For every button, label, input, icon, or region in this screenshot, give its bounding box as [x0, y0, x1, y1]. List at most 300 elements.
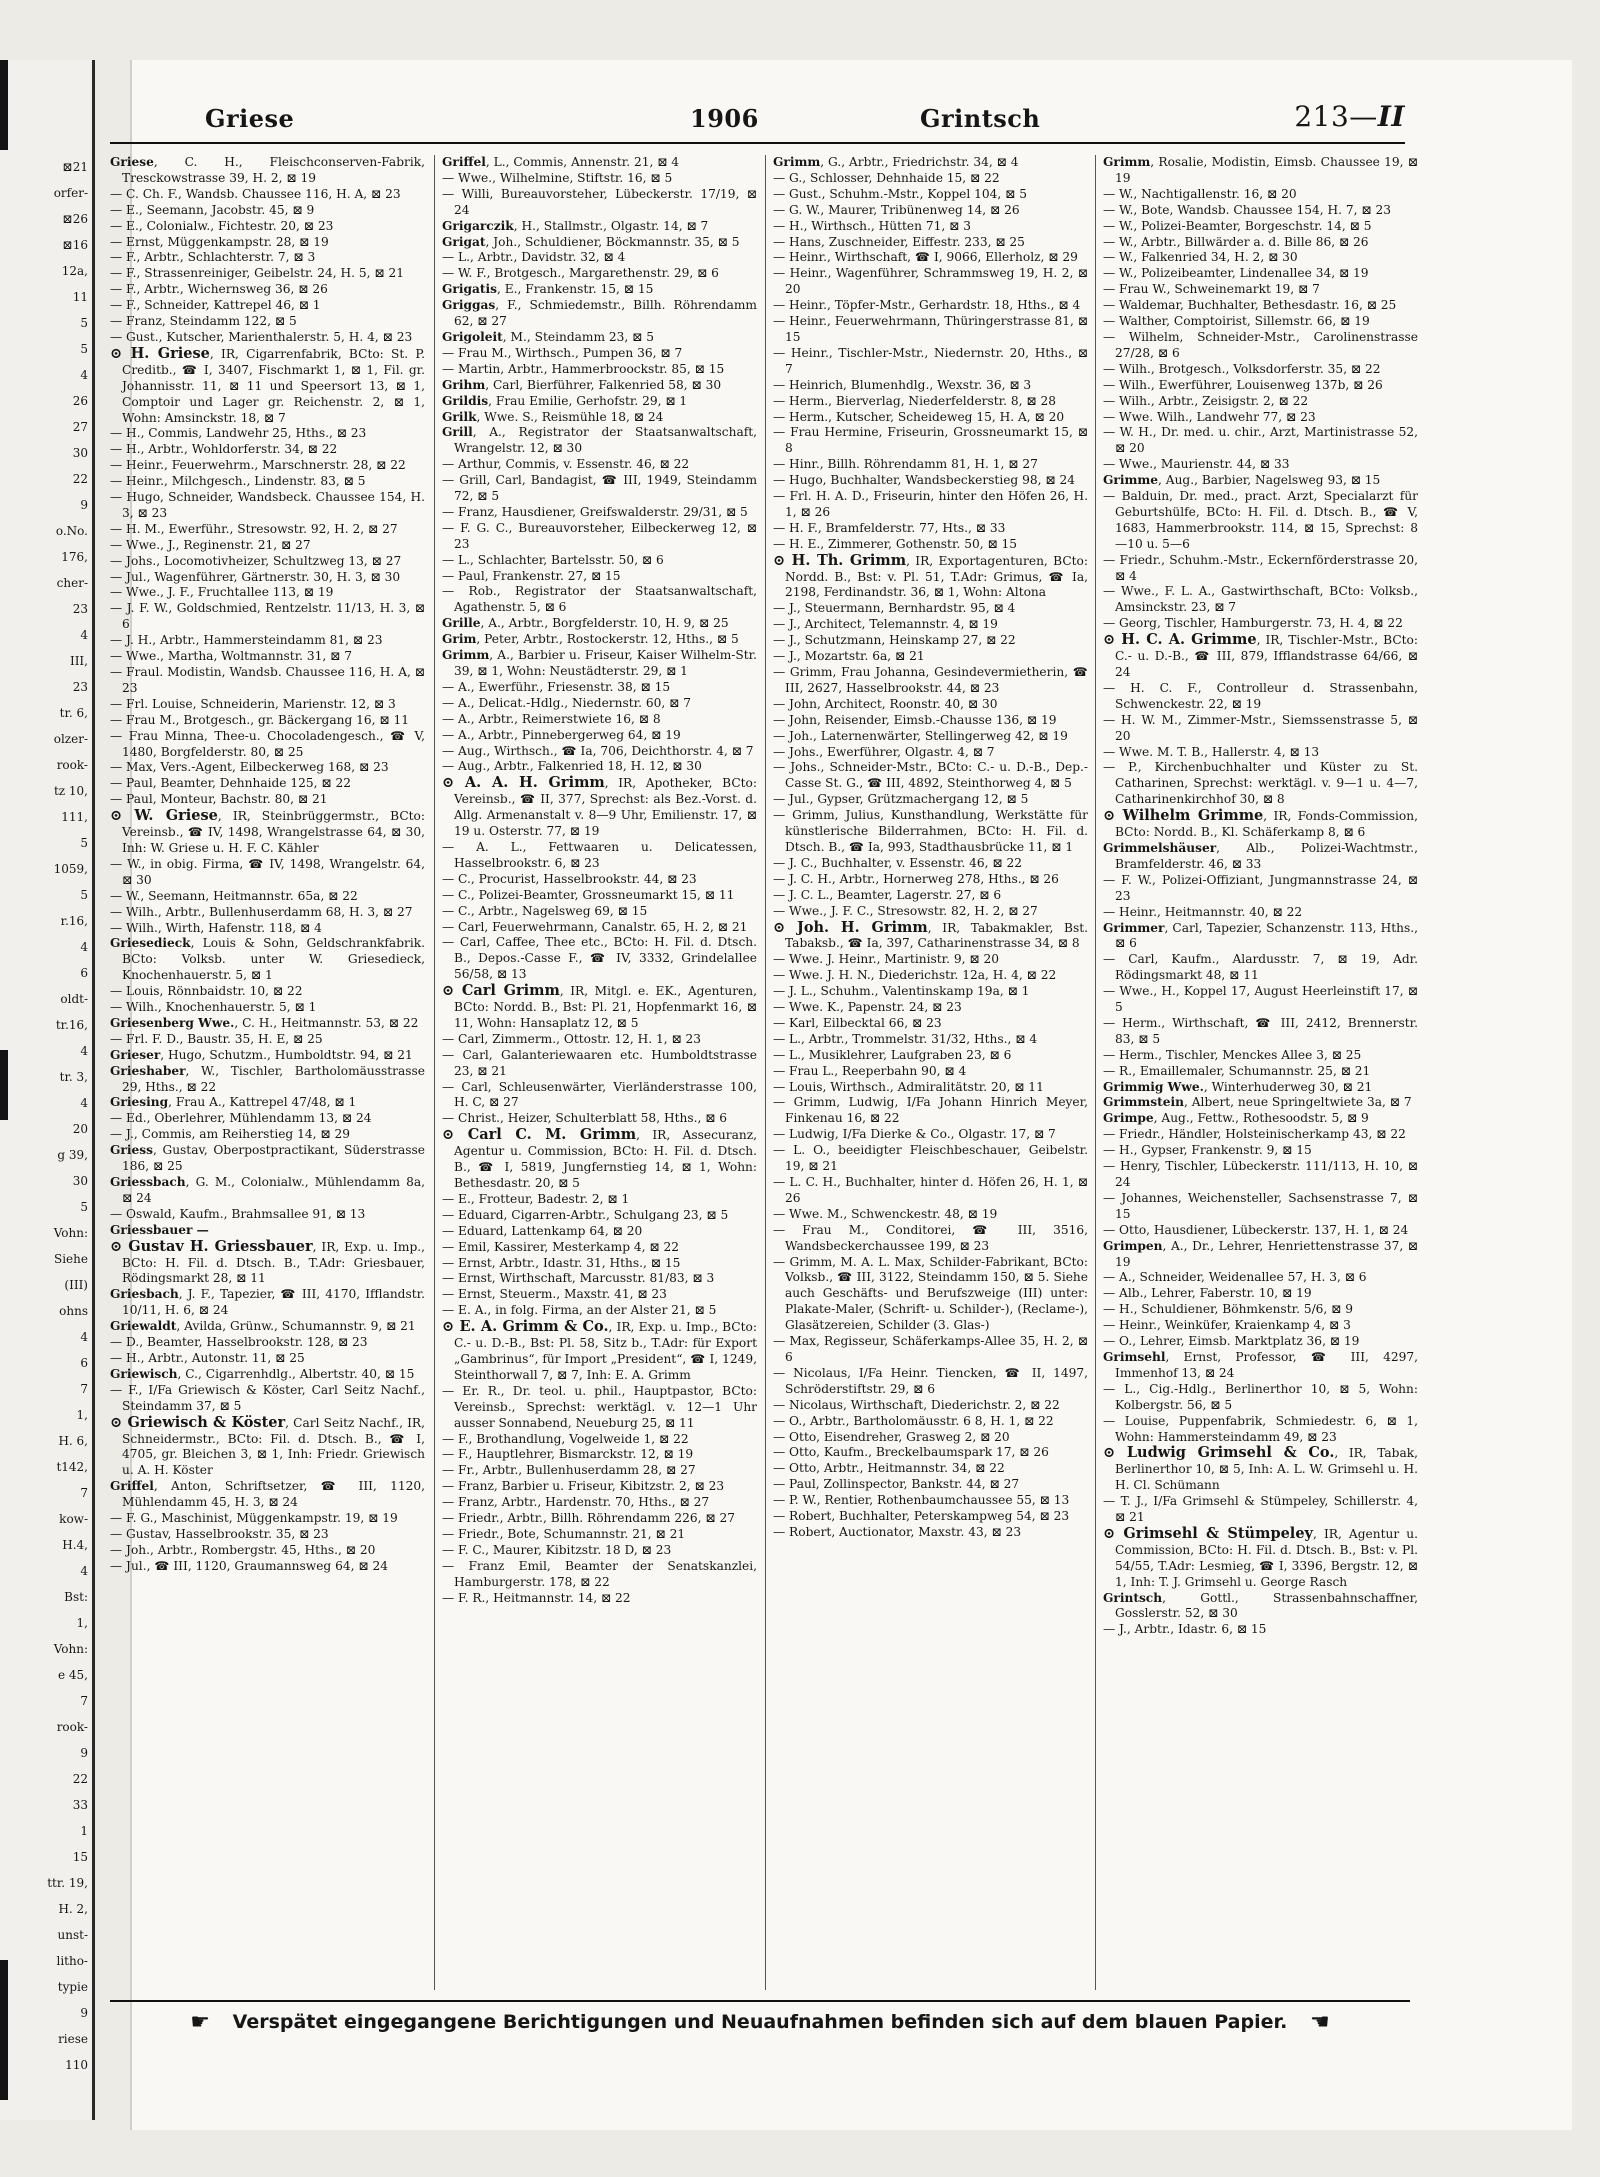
directory-entry: — A., Schneider, Weidenallee 57, H. 3, ⊠ 6 — [1103, 1270, 1367, 1285]
adjacent-page-fragment: 9 — [80, 1746, 88, 1760]
adjacent-page-fragment: 9 — [80, 498, 88, 512]
adjacent-page-fragment: 110 — [65, 2058, 88, 2072]
directory-entry: — Er. R., Dr. teol. u. phil., Hauptpastor, BCto: Vereinsb., Sprechst: werktägl. v. 12—1 Uhr ausser Sonnabend, Neueburg 25, ⊠ 11 — [442, 1383, 757, 1430]
directory-entry: — A. L., Fettwaaren u. Delicatessen, Hasselbrookstr. 6, ⊠ 23 — [442, 839, 757, 870]
directory-entry: — L., Schlachter, Bartelsstr. 50, ⊠ 6 — [442, 552, 664, 567]
directory-entry: — Friedr., Händler, Holsteinischerkamp 43, ⊠ 22 — [1103, 1127, 1406, 1142]
adjacent-page-fragment: olzer- — [53, 732, 88, 746]
directory-entry: — Wilh., Arbtr., Zeisigstr. 2, ⊠ 22 — [1103, 393, 1309, 408]
directory-entry: — Paul, Monteur, Bachstr. 80, ⊠ 21 — [110, 792, 328, 807]
directory-entry: — Frau M., Wirthsch., Pumpen 36, ⊠ 7 — [442, 345, 683, 360]
directory-entry: — C., Procurist, Hasselbrookstr. 44, ⊠ 23 — [442, 871, 697, 886]
directory-entry: — Heinr., Feuerwehrm., Marschnerstr. 28, ⊠ 22 — [110, 458, 406, 473]
directory-entry: — Ernst, Müggenkampstr. 28, ⊠ 19 — [110, 234, 329, 249]
directory-entry: — E., Colonialw., Fichtestr. 20, ⊠ 23 — [110, 218, 334, 233]
directory-entry: — Frau W., Schweinemarkt 19, ⊠ 7 — [1103, 282, 1320, 297]
directory-entry: — Wwe., F. L. A., Gastwirthschaft, BCto: Volksb., Amsinckstr. 23, ⊠ 7 — [1103, 584, 1418, 615]
adjacent-page-fragment: H.4, — [62, 1538, 88, 1552]
directory-entry: — Carl, Kaufm., Alardusstr. 7, ⊠ 19, Adr. Rödingsmarkt 48, ⊠ 11 — [1103, 952, 1418, 983]
directory-entry: — Aug., Wirthsch., ☎ Ia, 706, Deichthorstr. 4, ⊠ 7 — [442, 743, 754, 758]
directory-entry: — Robert, Buchhalter, Peterskampweg 54, ⊠ 23 — [773, 1509, 1070, 1524]
directory-entry: — Frau M., Conditorei, ☎ III, 3516, Wandsbeckerchaussee 199, ⊠ 23 — [773, 1222, 1088, 1253]
directory-entry: Grildis, Frau Emilie, Gerhofstr. 29, ⊠ 1 — [442, 393, 688, 408]
directory-entry: — J. F. W., Goldschmied, Rentzelstr. 11/13, H. 3, ⊠ 6 — [110, 601, 425, 632]
directory-entry: — L., Arbtr., Trommelstr. 31/32, Hths., ⊠ 4 — [773, 1031, 1038, 1046]
directory-entry: Grimpe, Aug., Fettw., Rothesoodstr. 5, ⊠ 9 — [1103, 1111, 1369, 1126]
directory-entry: — Frl. Louise, Schneiderin, Marienstr. 12, ⊠ 3 — [110, 696, 396, 711]
adjacent-page-fragment: 4 — [80, 940, 88, 954]
directory-entry: — Fraul. Modistin, Wandsb. Chaussee 116, H. A, ⊠ 23 — [110, 665, 425, 695]
adjacent-page-fragment: H. 2, — [58, 1902, 88, 1916]
directory-entry: — O., Arbtr., Bartholomäusstr. 6 8, H. 1, ⊠ 22 — [773, 1413, 1054, 1428]
directory-entry: — P. W., Rentier, Rothenbaumchaussee 55, ⊠ 13 — [773, 1493, 1070, 1508]
directory-entry: — Franz, Arbtr., Hardenstr. 70, Hths., ⊠ 27 — [442, 1495, 710, 1510]
directory-entry: — Herm., Wirthschaft, ☎ III, 2412, Brennerstr. 83, ⊠ 5 — [1103, 1015, 1418, 1046]
directory-entry: — Wwe., J. F., Fruchtallee 113, ⊠ 19 — [110, 585, 334, 600]
directory-entry: — Otto, Eisendreher, Grasweg 2, ⊠ 20 — [773, 1429, 1010, 1444]
directory-entry: — J., Steuermann, Bernhardstr. 95, ⊠ 4 — [773, 601, 1016, 616]
directory-entry: — Robert, Auctionator, Maxstr. 43, ⊠ 23 — [773, 1524, 1022, 1539]
directory-entry: Griggas, F., Schmiedemstr., Billh. Röhrendamm 62, ⊠ 27 — [442, 298, 757, 329]
directory-entry: ⊙ A. A. H. Grimm, IR, Apotheker, BCto: Vereinsb., ☎ II, 377, Sprechst: als Bez.-Vorst. d. Allg. Armenanstalt v. 8—9 Uhr, Emilienstr. 17, ⊠ 19 u. Osterstr. 77, ⊠ 19 — [442, 774, 757, 839]
directory-entry: ⊙ H. Griese, IR, Cigarrenfabrik, BCto: St. P. Creditb., ☎ I, 3407, Fischmarkt 1, ⊠ 1, Fil. gr. Johannisstr. 11, ⊠ 11 und Speersort 13, ⊠ 1, Comptoir und Lager gr. Reichenstr. 2, ⊠ 1, Wohn: Amsinckstr. 18, ⊠ 7 — [110, 344, 425, 425]
adjacent-page-fragment: 4 — [80, 628, 88, 642]
directory-entry: — Paul, Zollinspector, Bankstr. 44, ⊠ 27 — [773, 1477, 1020, 1492]
directory-entry: — Friedr., Schuhm.-Mstr., Eckernförderstrasse 20, ⊠ 4 — [1103, 552, 1418, 583]
directory-entry: Grigat, Joh., Schuldiener, Böckmannstr. 35, ⊠ 5 — [442, 234, 740, 249]
directory-entry: — W. H., Dr. med. u. chir., Arzt, Martinistrasse 52, ⊠ 20 — [1103, 425, 1418, 456]
directory-entry: — Aug., Arbtr., Falkenried 18, H. 12, ⊠ 30 — [442, 759, 702, 774]
directory-entry: — Frl. F. D., Baustr. 35, H. E, ⊠ 25 — [110, 1031, 323, 1046]
adjacent-page-fragment: 1, — [76, 1616, 88, 1630]
directory-entry: Grihm, Carl, Bierführer, Falkenried 58, ⊠ 30 — [442, 377, 722, 392]
adjacent-page-fragment: rook- — [56, 1720, 88, 1734]
directory-entry: — H. F., Bramfelderstr. 77, Hts., ⊠ 33 — [773, 520, 1006, 535]
directory-entry: — J., Arbtr., Idastr. 6, ⊠ 15 — [1103, 1622, 1267, 1637]
directory-entry: Grimmig Wwe., Winterhuderweg 30, ⊠ 21 — [1103, 1079, 1373, 1094]
directory-entry: — A., Arbtr., Reimerstwiete 16, ⊠ 8 — [442, 711, 661, 726]
directory-entry: — W., Polizei-Beamter, Borgeschstr. 14, ⊠ 5 — [1103, 218, 1372, 233]
directory-entry: — Balduin, Dr. med., pract. Arzt, Specialarzt für Geburtshülfe, BCto: H. Fil. d. Dtsch. B., ☎ V, 1683, Hammerbrookstr. 114, ⊠ 15, Sprechst: 8—10 u. 5—6 — [1103, 489, 1418, 551]
directory-entry: ⊙ Grimsehl & Stümpeley, IR, Agentur u. Commission, BCto: H. Fil. d. Dtsch. B., Bst: v. Pl. 54/55, T.Adr: Lesmieg, ☎ I, 3396, Bergstr. 12, ⊠ 1, Inh: T. J. Grimsehl u. George Rasch — [1103, 1524, 1418, 1589]
adjacent-page-fragment: 22 — [72, 1772, 88, 1786]
adjacent-page-fragment: 6 — [80, 1356, 88, 1370]
directory-entry: — Louis, Rönnbaidstr. 10, ⊠ 22 — [110, 984, 303, 999]
directory-entry: — Louise, Puppenfabrik, Schmiedestr. 6, ⊠ 1, Wohn: Hammersteindamm 49, ⊠ 23 — [1103, 1413, 1418, 1444]
directory-entry: — C., Polizei-Beamter, Grossneumarkt 15, ⊠ 11 — [442, 887, 735, 902]
adjacent-page-fragment: 4 — [80, 1044, 88, 1058]
directory-entry: — J., Commis, am Reiherstieg 14, ⊠ 29 — [110, 1127, 350, 1142]
directory-entry: — Max, Regisseur, Schäferkamps-Allee 35, H. 2, ⊠ 6 — [773, 1334, 1088, 1364]
page-header — [110, 100, 1405, 144]
directory-entry: Grigoleit, M., Steindamm 23, ⊠ 5 — [442, 329, 654, 344]
directory-entry: — Alb., Lehrer, Faberstr. 10, ⊠ 19 — [1103, 1286, 1312, 1301]
directory-entry: — W., Arbtr., Billwärder a. d. Bille 86, ⊠ 26 — [1103, 234, 1369, 249]
directory-entry: — Nicolaus, Wirthschaft, Diederichstr. 2, ⊠ 22 — [773, 1397, 1060, 1412]
directory-entry: — Carl, Zimmerm., Ottostr. 12, H. 1, ⊠ 23 — [442, 1031, 702, 1046]
directory-entry: — O., Lehrer, Eimsb. Marktplatz 36, ⊠ 19 — [1103, 1334, 1360, 1349]
directory-entry: — H., Gypser, Frankenstr. 9, ⊠ 15 — [1103, 1143, 1312, 1158]
directory-entry: — Wwe. M. T. B., Hallerstr. 4, ⊠ 13 — [1103, 744, 1320, 759]
header-first-entry: Griese — [205, 104, 295, 133]
directory-entry: — Wwe. Wilh., Landwehr 77, ⊠ 23 — [1103, 409, 1316, 424]
directory-entry: — W., Seemann, Heitmannstr. 65a, ⊠ 22 — [110, 888, 358, 903]
directory-entry: — W., Falkenried 34, H. 2, ⊠ 30 — [1103, 250, 1298, 265]
directory-entry: — Wilh., Ewerführer, Louisenweg 137b, ⊠ 26 — [1103, 377, 1383, 392]
directory-entry: ⊙ W. Griese, IR, Steinbrüggermstr., BCto: Vereinsb., ☎ IV, 1498, Wrangelstrasse 64, ⊠ 30, Inh: W. Griese u. H. F. C. Kähler — [110, 807, 425, 855]
directory-entry: — W., Bote, Wandsb. Chaussee 154, H. 7, ⊠ 23 — [1103, 202, 1391, 217]
directory-entry: — Johs., Locomotivheizer, Schultzweg 13, ⊠ 27 — [110, 553, 402, 568]
adjacent-page-fragment: 1 — [80, 1824, 88, 1838]
directory-entry: — Ernst, Wirthschaft, Marcusstr. 81/83, ⊠ 3 — [442, 1271, 715, 1286]
adjacent-page-fragment: e 45, — [58, 1668, 88, 1682]
directory-entry: — F., Schneider, Kattrepel 46, ⊠ 1 — [110, 298, 321, 313]
directory-entry: — Eduard, Lattenkamp 64, ⊠ 20 — [442, 1223, 643, 1238]
directory-entry: ⊙ E. A. Grimm & Co., IR, Exp. u. Imp., BCto: C.- u. D.-B., Bst: Pl. 58, Sitz b., T.Adr: für Export „Gambrinus“, für Import „President“, ☎ I, 1249, Steinthorwall 7, ⊠ 7, Inh: E. A. Grimm — [442, 1318, 757, 1382]
directory-entry: — P., Kirchenbuchhalter und Küster zu St. Catharinen, Sprechst: werktägl. v. 9—1 u. 4—7, Catharinenkirchhof 30, ⊠ 8 — [1103, 760, 1418, 807]
adjacent-page-fragment: litho- — [56, 1954, 88, 1968]
directory-entry: Griese, C. H., Fleischconserven-Fabrik, Tresckowstrasse 39, H. 2, ⊠ 19 — [110, 155, 425, 185]
directory-entry: — Heinr., Feuerwehrmann, Thüringerstrasse 81, ⊠ 15 — [773, 314, 1088, 344]
directory-entry: — Emil, Kassirer, Mesterkamp 4, ⊠ 22 — [442, 1239, 679, 1254]
directory-entry: Griesedieck, Louis & Sohn, Geldschrankfabrik. BCto: Volksb. unter W. Griesedieck, Knochenhauerstr. 5, ⊠ 1 — [110, 936, 425, 983]
directory-entry: Grimm, Rosalie, Modistin, Eimsb. Chaussee 19, ⊠ 19 — [1103, 155, 1418, 185]
directory-entry: ⊙ Carl Grimm, IR, Mitgl. e. EK., Agenturen, BCto: Nordd. B., Bst: Pl. 21, Hopfenmarkt 16, ⊠ 11, Wohn: Hansaplatz 12, ⊠ 5 — [442, 982, 757, 1030]
adjacent-page-fragment: typie — [57, 1980, 88, 1994]
adjacent-page-fragment: 1059, — [53, 862, 88, 876]
directory-entry: — Ed., Oberlehrer, Mühlendamm 13, ⊠ 24 — [110, 1111, 372, 1126]
directory-entry: — Ernst, Arbtr., Idastr. 31, Hths., ⊠ 15 — [442, 1255, 681, 1270]
directory-entry: Grim, Peter, Arbtr., Rostockerstr. 12, Hths., ⊠ 5 — [442, 632, 739, 647]
directory-entry: — Martin, Arbtr., Hammerbroockstr. 85, ⊠ 15 — [442, 361, 725, 376]
directory-entry: — J. C. L., Beamter, Lagerstr. 27, ⊠ 6 — [773, 887, 1002, 902]
directory-entry: — W. F., Brotgesch., Margarethenstr. 29, ⊠ 6 — [442, 266, 719, 281]
directory-entry: — D., Beamter, Hasselbrookstr. 128, ⊠ 23 — [110, 1335, 368, 1350]
directory-entry: ⊙ Gustav H. Griessbauer, IR, Exp. u. Imp., BCto: H. Fil. d. Dtsch. B., T.Adr: Griesbauer, Rödingsmarkt 28, ⊠ 11 — [110, 1237, 425, 1286]
directory-column-4 — [1103, 155, 1418, 1990]
directory-entry: — W., in obig. Firma, ☎ IV, 1498, Wrangelstr. 64, ⊠ 30 — [110, 856, 425, 887]
directory-entry: — Oswald, Kaufm., Brahmsallee 91, ⊠ 13 — [110, 1206, 366, 1221]
directory-entry: — Georg, Tischler, Hamburgerstr. 73, H. 4, ⊠ 22 — [1103, 616, 1403, 631]
adjacent-page-fragment: 7 — [80, 1382, 88, 1396]
page-edge-bar — [0, 60, 8, 150]
adjacent-page-fragment: 4 — [80, 1096, 88, 1110]
directory-entry: — Heinr., Wirthschaft, ☎ I, 9066, Ellerholz, ⊠ 29 — [773, 250, 1078, 265]
directory-entry: — Hugo, Schneider, Wandsbeck. Chaussee 154, H. 3, ⊠ 23 — [110, 490, 425, 520]
directory-entry: — Friedr., Bote, Schumannstr. 21, ⊠ 21 — [442, 1526, 686, 1541]
directory-entry: — Otto, Arbtr., Heitmannstr. 34, ⊠ 22 — [773, 1461, 1005, 1476]
directory-entry: — Franz, Steindamm 122, ⊠ 5 — [110, 314, 297, 329]
adjacent-page-fragment: tr. 3, — [59, 1070, 88, 1084]
adjacent-page-fragment: Bst: — [64, 1590, 88, 1604]
page-footer-notice — [110, 2000, 1410, 2042]
adjacent-page-fragment: 7 — [80, 1486, 88, 1500]
directory-entry: Grimme, Aug., Barbier, Nagelsweg 93, ⊠ 15 — [1103, 473, 1381, 488]
directory-entry: — J., Architect, Telemannstr. 4, ⊠ 19 — [773, 617, 998, 632]
directory-entry: — Wwe., Martha, Woltmannstr. 31, ⊠ 7 — [110, 649, 353, 664]
directory-entry: Griesbach, J. F., Tapezier, ☎ III, 4170, Ifflandstr. 10/11, H. 6, ⊠ 24 — [110, 1287, 425, 1318]
directory-entry: Griesenberg Wwe., C. H., Heitmannstr. 53, ⊠ 22 — [110, 1015, 419, 1030]
directory-entry: — Grimm, Ludwig, I/Fa Johann Hinrich Meyer, Finkenau 16, ⊠ 22 — [773, 1095, 1088, 1126]
adjacent-page-fragment: kow- — [59, 1512, 88, 1526]
directory-entry: — Wilh., Knochenhauerstr. 5, ⊠ 1 — [110, 1000, 317, 1015]
directory-entry: Grilk, Wwe. S., Reismühle 18, ⊠ 24 — [442, 409, 664, 424]
header-last-entry: Grintsch — [920, 104, 1041, 133]
directory-entry: — F., Strassenreiniger, Geibelstr. 24, H. 5, ⊠ 21 — [110, 266, 404, 281]
directory-entry: — Jul., Gypser, Grützmachergang 12, ⊠ 5 — [773, 792, 1029, 807]
directory-entry: — Heinr., Heitmannstr. 40, ⊠ 22 — [1103, 904, 1303, 919]
directory-entry: — Hugo, Buchhalter, Wandsbeckerstieg 98, ⊠ 24 — [773, 473, 1075, 488]
directory-entry: — H. E., Zimmerer, Gothenstr. 50, ⊠ 15 — [773, 536, 1018, 551]
adjacent-page-fragment: ttr. 19, — [47, 1876, 88, 1890]
directory-entry: Grimmstein, Albert, neue Springeltwiete 3a, ⊠ 7 — [1103, 1095, 1412, 1110]
adjacent-page-fragment: 22 — [72, 472, 88, 486]
directory-entry: — Franz Emil, Beamter der Senatskanzlei, Hamburgerstr. 178, ⊠ 22 — [442, 1558, 757, 1589]
directory-entry: — Wilhelm, Schneider-Mstr., Carolinenstrasse 27/28, ⊠ 6 — [1103, 329, 1418, 360]
pointing-hand-icon: ☚ — [1309, 2009, 1330, 2035]
directory-entry: Griewisch, C., Cigarrenhdlg., Albertstr. 40, ⊠ 15 — [110, 1366, 415, 1381]
directory-entry: ⊙ Griewisch & Köster, Carl Seitz Nachf., IR, Schneidermstr., BCto: Fil. d. Dtsch. B., ☎ I, 4705, gr. Bleichen 3, ⊠ 1, Inh: Friedr. Griewisch u. A. H. Köster — [110, 1413, 425, 1478]
adjacent-page-fragment: ⊠21 — [62, 160, 88, 174]
directory-entry: — C. Ch. F., Wandsb. Chaussee 116, H. A, ⊠ 23 — [110, 186, 401, 201]
directory-entry: — F. W., Polizei-Offiziant, Jungmannstrasse 24, ⊠ 23 — [1103, 872, 1418, 903]
directory-entry: — H., Arbtr., Wohldorferstr. 34, ⊠ 22 — [110, 442, 338, 457]
header-year: 1906 — [690, 104, 759, 133]
directory-entry: — F., Arbtr., Schlachterstr. 7, ⊠ 3 — [110, 250, 316, 265]
directory-entry: — Carl, Galanteriewaaren etc. Humboldtstrasse 23, ⊠ 21 — [442, 1047, 757, 1078]
adjacent-page-fragment: 1, — [76, 1408, 88, 1422]
directory-entry: — Ludwig, I/Fa Dierke & Co., Olgastr. 17, ⊠ 7 — [773, 1127, 1056, 1142]
adjacent-page-fragment: 26 — [72, 394, 88, 408]
directory-entry: — F. G., Maschinist, Müggenkampstr. 19, ⊠ 19 — [110, 1511, 398, 1526]
directory-entry: — Otto, Kaufm., Breckelbaumspark 17, ⊠ 26 — [773, 1445, 1049, 1460]
adjacent-page-fragment: H. 6, — [58, 1434, 88, 1448]
directory-entry: Grimsehl, Ernst, Professor, ☎ III, 4297, Immenhof 13, ⊠ 24 — [1103, 1349, 1418, 1380]
directory-entry: — F., Arbtr., Wichernsweg 36, ⊠ 26 — [110, 282, 328, 297]
directory-entry: Grigarczik, H., Stallmstr., Olgastr. 14, ⊠ 7 — [442, 218, 709, 233]
directory-entry: — Walther, Comptoirist, Sillemstr. 66, ⊠ 19 — [1103, 314, 1370, 329]
directory-entry: — L. C. H., Buchhalter, hinter d. Höfen 26, H. 1, ⊠ 26 — [773, 1175, 1088, 1205]
directory-entry: — H., Wirthsch., Hütten 71, ⊠ 3 — [773, 218, 971, 233]
directory-entry: — Wwe., J., Reginenstr. 21, ⊠ 27 — [110, 537, 311, 552]
adjacent-page-fragment: 12a, — [61, 264, 88, 278]
directory-entry: — Heinr., Weinküfer, Kraienkamp 4, ⊠ 3 — [1103, 1318, 1351, 1333]
adjacent-page-fragment: ⊠26 — [62, 212, 88, 226]
directory-entry: — Heinr., Milchgesch., Lindenstr. 83, ⊠ 5 — [110, 474, 366, 489]
directory-entry: — E., Seemann, Jacobstr. 45, ⊠ 9 — [110, 202, 315, 217]
adjacent-page-fragment: 27 — [72, 420, 88, 434]
adjacent-page-fragment: tz 10, — [53, 784, 88, 798]
directory-entry: ⊙ Wilhelm Grimme, IR, Fonds-Commission, BCto: Nordd. B., Kl. Schäferkamp 8, ⊠ 6 — [1103, 807, 1418, 840]
directory-entry: — John, Architect, Roonstr. 40, ⊠ 30 — [773, 696, 998, 711]
directory-entry: — F. C., Maurer, Kibitzstr. 18 D, ⊠ 23 — [442, 1542, 672, 1557]
directory-entry: — Wwe., J. F. C., Stresowstr. 82, H. 2, ⊠ 27 — [773, 903, 1038, 918]
directory-entry: — Heinr., Tischler-Mstr., Niedernstr. 20, Hths., ⊠ 7 — [773, 345, 1088, 376]
directory-column-3 — [773, 155, 1088, 1990]
directory-entry: — T. J., I/Fa Grimsehl & Stümpeley, Schillerstr. 4, ⊠ 21 — [1103, 1494, 1418, 1525]
directory-entry: — Jul., Wagenführer, Gärtnerstr. 30, H. 3, ⊠ 30 — [110, 569, 401, 584]
adjacent-page-fragment: 33 — [72, 1798, 88, 1812]
directory-entry: — Joh., Arbtr., Rombergstr. 45, Hths., ⊠ 20 — [110, 1542, 376, 1557]
directory-entry: — H. W. M., Zimmer-Mstr., Siemssenstrasse 5, ⊠ 20 — [1103, 712, 1418, 743]
adjacent-page-fragment: 5 — [80, 1200, 88, 1214]
directory-column-2 — [442, 155, 757, 1990]
adjacent-page-fragment: t142, — [56, 1460, 88, 1474]
page-number: 213— — [1294, 100, 1378, 133]
directory-entry: — Johannes, Weichensteller, Sachsenstrasse 7, ⊠ 15 — [1103, 1190, 1418, 1221]
directory-entry: — Franz, Hausdiener, Greifswalderstr. 29/31, ⊠ 5 — [442, 504, 748, 519]
directory-entry: — Otto, Hausdiener, Lübeckerstr. 137, H. 1, ⊠ 24 — [1103, 1222, 1409, 1237]
directory-entry: — Herm., Kutscher, Scheideweg 15, H. A, ⊠ 20 — [773, 409, 1065, 424]
directory-entry: — Gustav, Hasselbrookstr. 35, ⊠ 23 — [110, 1526, 329, 1541]
directory-entry: — Frau M., Brotgesch., gr. Bäckergang 16, ⊠ 11 — [110, 712, 409, 727]
adjacent-page-fragment: 4 — [80, 1330, 88, 1344]
directory-entry: — Wwe., H., Koppel 17, August Heerleinstift 17, ⊠ 5 — [1103, 984, 1418, 1015]
directory-entry: — Carl, Caffee, Thee etc., BCto: H. Fil. d. Dtsch. B., Depos.-Casse F., ☎ IV, 3332, Grindelallee 56/58, ⊠ 13 — [442, 935, 757, 982]
directory-entry: — Frau Minna, Thee-u. Chocoladengesch., ☎ V, 1480, Borgfelderstr. 80, ⊠ 25 — [110, 728, 425, 759]
directory-entry: — F., I/Fa Griewisch & Köster, Carl Seitz Nachf., Steindamm 37, ⊠ 5 — [110, 1382, 425, 1413]
directory-entry: — W., Nachtigallenstr. 16, ⊠ 20 — [1103, 186, 1297, 201]
directory-entry: — Wwe., Maurienstr. 44, ⊠ 33 — [1103, 457, 1290, 472]
page-edge-bar — [0, 1050, 8, 1120]
directory-entry: — Arthur, Commis, v. Essenstr. 46, ⊠ 22 — [442, 457, 690, 472]
directory-entry: — Herm., Tischler, Menckes Allee 3, ⊠ 25 — [1103, 1047, 1362, 1062]
directory-entry: — Fr., Arbtr., Bullenhuserdamm 28, ⊠ 27 — [442, 1463, 696, 1478]
adjacent-page-fragment: 23 — [72, 680, 88, 694]
page-part: II — [1377, 100, 1405, 133]
adjacent-page-fragment: Vohn: — [53, 1226, 88, 1240]
directory-column-1 — [110, 155, 425, 1990]
directory-entry: — Wwe. J. Heinr., Martinistr. 9, ⊠ 20 — [773, 952, 999, 967]
adjacent-page-fragment: Vohn: — [53, 1642, 88, 1656]
directory-entry: Griessbauer — — [110, 1222, 209, 1237]
directory-entry: — E. A., in folg. Firma, an der Alster 21, ⊠ 5 — [442, 1303, 717, 1318]
directory-entry: Griewaldt, Avilda, Grünw., Schumannstr. 9, ⊠ 21 — [110, 1319, 416, 1334]
directory-entry: — Wwe. K., Papenstr. 24, ⊠ 23 — [773, 1000, 962, 1015]
directory-entry: Grimm, A., Barbier u. Friseur, Kaiser Wilhelm-Str. 39, ⊠ 1, Wohn: Neustädterstr. 29, ⊠ 1 — [442, 648, 757, 678]
adjacent-page-fragment: unst- — [57, 1928, 88, 1942]
directory-entry: — A., Arbtr., Pinnebergerweg 64, ⊠ 19 — [442, 727, 681, 742]
adjacent-page-fragment: rook- — [56, 758, 88, 772]
directory-entry: Grieser, Hugo, Schutzm., Humboldtstr. 94, ⊠ 21 — [110, 1047, 413, 1062]
directory-entry: — C., Arbtr., Nagelsweg 69, ⊠ 15 — [442, 903, 648, 918]
directory-entry: — Jul., ☎ III, 1120, Graumannsweg 64, ⊠ 24 — [110, 1558, 388, 1573]
directory-entry: — Ernst, Steuerm., Maxstr. 41, ⊠ 23 — [442, 1287, 667, 1302]
adjacent-page-fragment: oldt- — [60, 992, 88, 1006]
directory-entry: — F., Brothandlung, Vogelweide 1, ⊠ 22 — [442, 1431, 689, 1446]
column-rule — [434, 155, 435, 1990]
adjacent-page-fragment: 176, — [61, 550, 88, 564]
directory-entry: — Herm., Bierverlag, Niederfelderstr. 8, ⊠ 28 — [773, 393, 1056, 408]
directory-entry: — Friedr., Arbtr., Billh. Röhrendamm 226, ⊠ 27 — [442, 1511, 735, 1526]
adjacent-page-fragment: 9 — [80, 2006, 88, 2020]
directory-entry: — Frau Hermine, Friseurin, Grossneumarkt 15, ⊠ 8 — [773, 425, 1088, 456]
directory-entry: — Karl, Eilbecktal 66, ⊠ 23 — [773, 1015, 942, 1030]
directory-entry: Grimpen, A., Dr., Lehrer, Henriettenstrasse 37, ⊠ 19 — [1103, 1238, 1418, 1269]
directory-entry: — L., Cig.-Hdlg., Berlinerthor 10, ⊠ 5, Wohn: Kolbergstr. 56, ⊠ 5 — [1103, 1381, 1418, 1412]
directory-entry: Grieshaber, W., Tischler, Bartholomäusstrasse 29, Hths., ⊠ 22 — [110, 1063, 425, 1094]
adjacent-page-fragment: Siehe — [54, 1252, 88, 1266]
column-rule — [1095, 155, 1096, 1990]
directory-entry: — J. L., Schuhm., Valentinskamp 19a, ⊠ 1 — [773, 984, 1030, 999]
directory-entry: — H., Schuldiener, Böhmkenstr. 5/6, ⊠ 9 — [1103, 1302, 1354, 1317]
directory-entry: — Grimm, Frau Johanna, Gesindevermietherin, ☎ III, 2627, Hasselbrookstr. 44, ⊠ 23 — [773, 665, 1088, 695]
directory-entry: Grimm, G., Arbtr., Friedrichstr. 34, ⊠ 4 — [773, 155, 1019, 169]
adjacent-page-fragment: ⊠16 — [62, 238, 88, 252]
directory-entry: — Wilh., Wirth, Hafenstr. 118, ⊠ 4 — [110, 920, 322, 935]
directory-entry: Grimmelshäuser, Alb., Polizei-Wachtmstr., Bramfelderstr. 46, ⊠ 33 — [1103, 840, 1418, 871]
directory-entry: — J. C. H., Arbtr., Hornerweg 278, Hths., ⊠ 26 — [773, 871, 1059, 886]
directory-entry: — Waldemar, Buchhalter, Bethesdastr. 16, ⊠ 25 — [1103, 298, 1397, 313]
directory-entry: Griffel, L., Commis, Annenstr. 21, ⊠ 4 — [442, 155, 680, 169]
directory-entry: — Eduard, Cigarren-Arbtr., Schulgang 23, ⊠ 5 — [442, 1207, 729, 1222]
adjacent-page-fragment: cher- — [56, 576, 88, 590]
directory-entry: — Wwe., Wilhelmine, Stiftstr. 16, ⊠ 5 — [442, 170, 673, 185]
directory-entry: — Johs., Ewerführer, Olgastr. 4, ⊠ 7 — [773, 744, 995, 759]
directory-entry: — Wwe. M., Schwenckestr. 48, ⊠ 19 — [773, 1206, 998, 1221]
directory-entry: — J. C., Buchhalter, v. Essenstr. 46, ⊠ 22 — [773, 855, 1022, 870]
directory-entry: — Heinr., Töpfer-Mstr., Gerhardstr. 18, Hths., ⊠ 4 — [773, 298, 1081, 313]
directory-entry: — Louis, Wirthsch., Admiralitätstr. 20, ⊠ 11 — [773, 1079, 1044, 1094]
directory-entry: — Henry, Tischler, Lübeckerstr. 111/113, H. 10, ⊠ 24 — [1103, 1159, 1418, 1189]
directory-entry: ⊙ Ludwig Grimsehl & Co., IR, Tabak, Berlinerthor 10, ⊠ 5, Inh: A. L. W. Grimsehl u. H. H. Cl. Schümann — [1103, 1444, 1418, 1493]
adjacent-page-fragment: tr.16, — [55, 1018, 88, 1032]
adjacent-page-fragment: 30 — [72, 446, 88, 460]
directory-entry: Griessbach, G. M., Colonialw., Mühlendamm 8a, ⊠ 24 — [110, 1175, 425, 1205]
directory-entry: — Gust., Kutscher, Marienthalerstr. 5, H. 4, ⊠ 23 — [110, 329, 413, 344]
directory-entry: — F. G. C., Bureauvorsteher, Eilbeckerweg 12, ⊠ 23 — [442, 520, 757, 551]
directory-entry: — Max, Vers.-Agent, Eilbeckerweg 168, ⊠ 23 — [110, 760, 389, 775]
adjacent-page-fragment: riese — [58, 2032, 88, 2046]
directory-entry: Grigatis, E., Frankenstr. 15, ⊠ 15 — [442, 282, 654, 297]
directory-entry: — A., Ewerführ., Friesenstr. 38, ⊠ 15 — [442, 679, 671, 694]
directory-entry: — W., Polizeibeamter, Lindenallee 34, ⊠ 19 — [1103, 266, 1369, 281]
directory-entry: — Grimm, Julius, Kunsthandlung, Werkstätte für künstlerische Bilderrahmen, BCto: H. Fil. d. Dtsch. B., ☎ Ia, 993, Stadthausbrücke 11, ⊠ 1 — [773, 808, 1088, 854]
adjacent-page-fragment: 15 — [72, 1850, 88, 1864]
pointing-hand-icon: ☛ — [190, 2009, 211, 2035]
directory-entry: — Franz, Barbier u. Friseur, Kibitzstr. 2, ⊠ 23 — [442, 1479, 725, 1494]
directory-entry: — G., Schlosser, Dehnhaide 15, ⊠ 22 — [773, 170, 1000, 185]
adjacent-page-fragment: 5 — [80, 316, 88, 330]
directory-entry: — E., Frotteur, Badestr. 2, ⊠ 1 — [442, 1191, 630, 1206]
adjacent-page-fragment: 4 — [80, 1564, 88, 1578]
directory-entry: — L. O., beeidigter Fleischbeschauer, Geibelstr. 19, ⊠ 21 — [773, 1143, 1088, 1174]
adjacent-page-fragment: 5 — [80, 888, 88, 902]
directory-entry: — Johs., Schneider-Mstr., BCto: C.- u. D.-B., Dep.-Casse St. G., ☎ III, 4892, Steinthorweg 4, ⊠ 5 — [773, 760, 1088, 791]
directory-entry: ⊙ H. Th. Grimm, IR, Exportagenturen, BCto: Nordd. B., Bst: v. Pl. 51, T.Adr: Grimus, ☎ Ia, 2198, Ferdinandstr. 36, ⊠ 1, Wohn: Altona — [773, 551, 1088, 600]
directory-entry: — H. C. F., Controlleur d. Strassenbahn, Schwenckestr. 22, ⊠ 19 — [1103, 680, 1418, 711]
directory-entry: — Wilh., Arbtr., Bullenhuserdamm 68, H. 3, ⊠ 27 — [110, 904, 413, 919]
directory-entry: Grintsch, Gottl., Strassenbahnschaffner, Gosslerstr. 52, ⊠ 30 — [1103, 1590, 1418, 1621]
directory-entry: ⊙ Carl C. M. Grimm, IR, Assecuranz, Agentur u. Commission, BCto: H. Fil. d. Dtsch. B., ☎ I, 5819, Jungfernstieg 14, ⊠ 1, Wohn: Bethesdastr. 20, ⊠ 5 — [442, 1126, 757, 1190]
directory-entry: — Heinrich, Blumenhdlg., Wexstr. 36, ⊠ 3 — [773, 377, 1032, 392]
adjacent-page-fragment: III, — [69, 654, 88, 668]
directory-entry: — Heinr., Wagenführer, Schrammsweg 19, H. 2, ⊠ 20 — [773, 266, 1088, 297]
adjacent-page-fragment: 5 — [80, 836, 88, 850]
adjacent-page-fragment: tr. 6, — [59, 706, 88, 720]
adjacent-page-fragment: 4 — [80, 368, 88, 382]
directory-entry: — Paul, Frankenstr. 27, ⊠ 15 — [442, 568, 621, 583]
directory-entry: — R., Emaillemaler, Schumannstr. 25, ⊠ 21 — [1103, 1063, 1371, 1078]
directory-entry: Griess, Gustav, Oberpostpractikant, Süderstrasse 186, ⊠ 25 — [110, 1143, 425, 1174]
directory-entry: — J. H., Arbtr., Hammersteindamm 81, ⊠ 23 — [110, 633, 383, 648]
adjacent-page-fragment: 20 — [72, 1122, 88, 1136]
directory-columns — [110, 155, 1418, 1990]
directory-entry: ⊙ Joh. H. Grimm, IR, Tabakmakler, Bst. Tabaksb., ☎ Ia, 397, Catharinenstrasse 34, ⊠ 8 — [773, 918, 1088, 951]
directory-entry: — John, Reisender, Eimsb.-Chausse 136, ⊠ 19 — [773, 712, 1057, 727]
directory-entry: — Willi, Bureauvorsteher, Lübeckerstr. 17/19, ⊠ 24 — [442, 186, 757, 217]
directory-entry: — J., Schutzmann, Heinskamp 27, ⊠ 22 — [773, 633, 1016, 648]
